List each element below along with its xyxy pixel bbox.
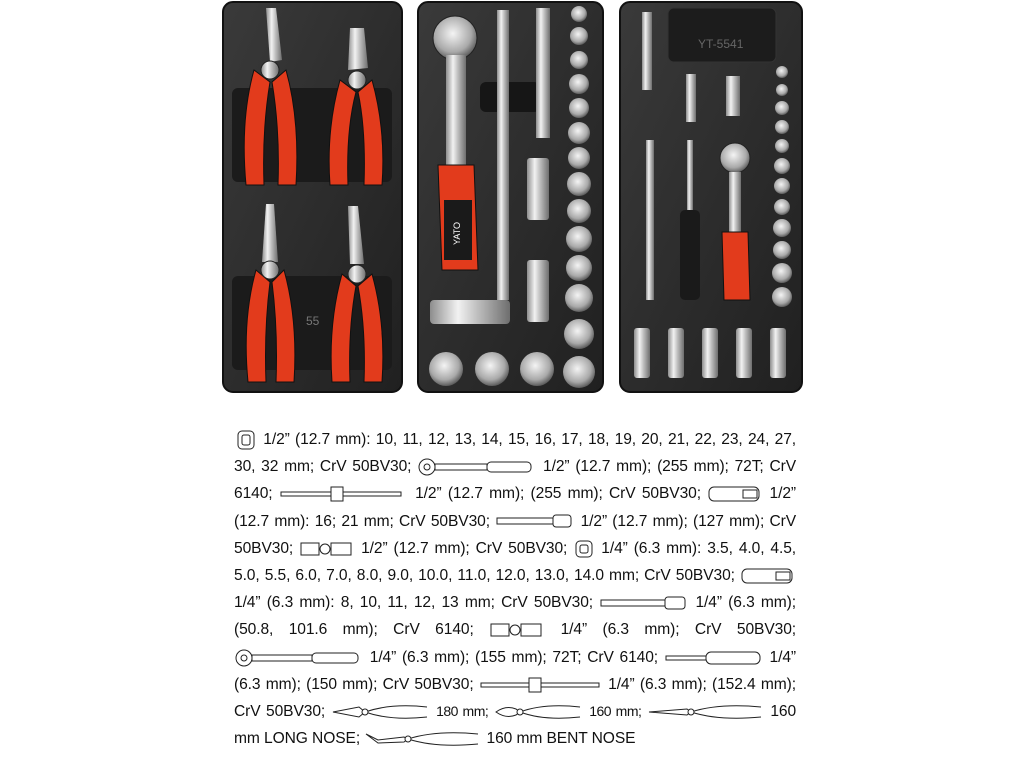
spec-item: 1/2” (12.7 mm); (255 mm); 72T; CrV 6140; (234, 458, 797, 503)
combination-pliers-icon (331, 701, 431, 723)
spec-item: 1/4” (6.3 mm); (50.8, 101.6 mm); CrV 6140; (234, 594, 796, 639)
half-inch-tray (418, 2, 603, 392)
socket-icon (573, 538, 595, 560)
pliers-tray (223, 2, 402, 392)
deep-socket-icon (707, 484, 763, 504)
deep-socket (527, 158, 549, 220)
spec-item: 160 mm LONG NOSE; (234, 703, 797, 748)
large-socket (475, 352, 509, 386)
spec-item: 1/2” (12.7 mm): 10, 11, 12, 13, 14, 15, 16, 17, 18, 19, 20, 21, 22, 23, 24, 27, 30, 32 mm; CrV 50BV30; (234, 431, 797, 476)
extension-bar-icon (495, 512, 575, 530)
spec-item: 1/2” (12.7 mm); (255 mm); CrV 50BV30; (415, 485, 701, 503)
spec-item: 1/2” (12.7 mm); (127 mm); CrV 50BV30; (234, 512, 797, 557)
spec-item: 1/4” (6.3 mm); (152.4 mm); CrV 50BV30; (234, 675, 796, 721)
long-nose-pliers-icon (647, 701, 765, 723)
spec-item: 1/2” (12.7 mm): 16; 21 mm; CrV 50BV30; (234, 485, 797, 530)
svg-text:YATO: YATO (452, 221, 462, 245)
t-bar (497, 10, 509, 300)
side-cutter-icon (494, 701, 584, 723)
ratchet-icon (417, 457, 537, 477)
universal-joint (430, 300, 510, 324)
spec-item: 1/4” (6.3 mm); CrV 50BV30; (560, 621, 797, 639)
screwdriver-handle-icon (664, 649, 764, 667)
t-bar (646, 140, 654, 300)
t-bar-icon (279, 485, 409, 503)
extension-bar (642, 12, 652, 90)
ratchet-icon (234, 648, 364, 668)
tray-code-label: YT-5541 (698, 37, 744, 51)
t-bar-icon (479, 676, 603, 694)
spec-item: 180 mm; (436, 703, 489, 720)
socket-icon (234, 428, 258, 452)
extension-bar (536, 8, 550, 138)
spec-item: 1/4” (6.3 mm): 3.5, 4.0, 4.5, 5.0, 5.5, 6.0, 7.0, 8.0, 9.0, 10.0, 11.0, 12.0, 13.0, 14.0 mm; CrV 50BV30; (234, 539, 797, 585)
bent-nose-pliers-icon (364, 728, 482, 750)
extension-bar-icon (599, 594, 689, 612)
universal-joint-icon (299, 539, 355, 559)
large-socket (429, 352, 463, 386)
spec-item: 1/4” (6.3 mm); (150 mm); CrV 50BV30; (234, 648, 797, 693)
specification-text (234, 426, 796, 752)
universal-joint (726, 76, 740, 116)
spec-item: 1/4” (6.3 mm); (155 mm); 72T; CrV 6140; (369, 648, 659, 666)
spec-item: 1/2” (12.7 mm); CrV 50BV30; (361, 539, 568, 557)
spec-item: 160 mm; (589, 703, 642, 720)
tray-mark-label: 55 (306, 314, 320, 328)
spec-item: 160 mm BENT NOSE (486, 730, 636, 748)
deep-socket-icon (740, 566, 796, 586)
spec-item: 1/4” (6.3 mm): 8, 10, 11, 12, 13 mm; CrV 50BV30; (234, 594, 593, 612)
large-socket (520, 352, 554, 386)
quarter-inch-tray (620, 2, 802, 392)
extension-bar (686, 74, 696, 122)
deep-socket (527, 260, 549, 322)
universal-joint-icon (489, 620, 545, 640)
